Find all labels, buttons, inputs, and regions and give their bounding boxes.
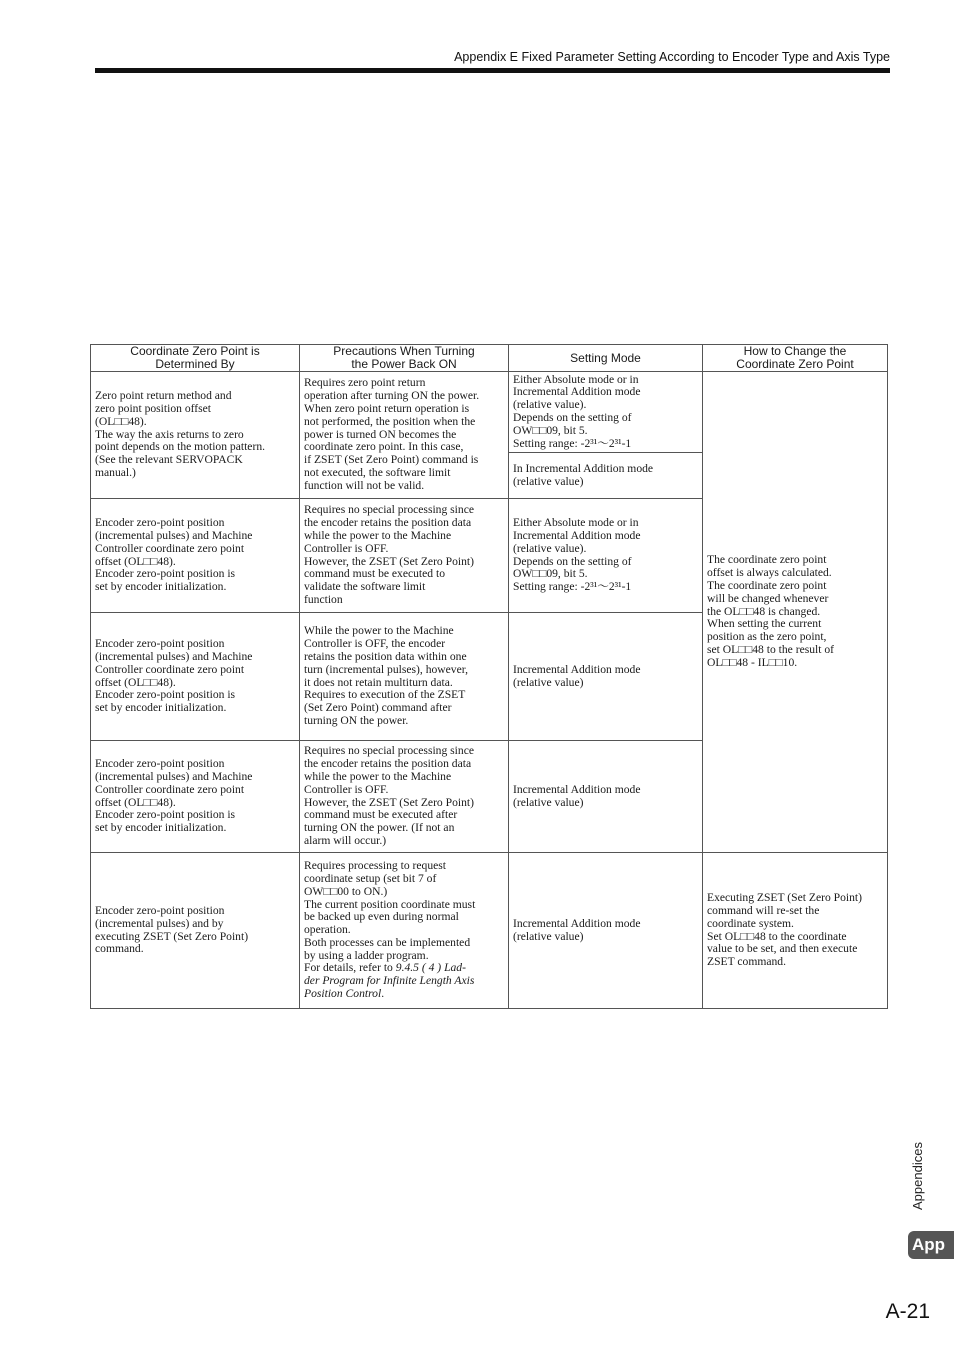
section-reference: 9.4.5 ( 4 ) Lad- der Program for Infinite Length Axis Position Control bbox=[304, 961, 475, 1001]
setting-mode-cell: Either Absolute mode or in Incremental Addition mode (relative value). Depends on the setting of OW□□09, bit 5. Setting range: -2³¹～2³¹-1 bbox=[509, 499, 703, 613]
precautions-cell: Requires no special processing since the encoder retains the position data while the power to the Machine Controller is OFF. However, the ZSET (Set Zero Point) command must be executed to validate the software limit function bbox=[300, 499, 509, 613]
column-header-setting-mode: Setting Mode bbox=[509, 345, 703, 372]
zero-point-table bbox=[90, 344, 888, 1009]
precautions-cell: While the power to the Machine Controller is OFF, the encoder retains the position data within one turn (incremental pulses), however, it does not retain multiturn data. Requires to execution of the ZSET (Set Zero Point) command after turning ON the power. bbox=[300, 613, 509, 741]
how-to-change-cell: Executing ZSET (Set Zero Point) command will re-set the coordinate system. Set OL□□48 to the coordinate value to be set, and then execute ZSET command. bbox=[703, 853, 888, 1009]
how-to-change-cell: The coordinate zero point offset is always calculated. The coordinate zero point will be changed whenever the OL□□48 is changed. When setting the current position as the zero point, set OL□□48 to the result of OL□□48 - IL□□10. bbox=[703, 372, 888, 853]
precautions-cell: Requires no special processing since the encoder retains the position data while the power to the Machine Controller is OFF. However, the ZSET (Set Zero Point) command must be executed after turning ON the power. (If not an alarm will occur.) bbox=[300, 741, 509, 853]
determined-by-cell: Encoder zero-point position (incremental pulses) and Machine Controller coordinate zero point offset (OL□□48). Encoder zero-point position is set by encoder initialization. bbox=[91, 499, 300, 613]
column-header-how-to-change: How to Change the Coordinate Zero Point bbox=[703, 345, 888, 372]
precautions-cell bbox=[300, 853, 509, 1009]
column-header-determined-by: Coordinate Zero Point is Determined By bbox=[91, 345, 300, 372]
table-header-row bbox=[91, 345, 888, 372]
table-row bbox=[91, 853, 888, 1009]
determined-by-cell: Encoder zero-point position (incremental pulses) and Machine Controller coordinate zero point offset (OL□□48). Encoder zero-point position is set by encoder initialization. bbox=[91, 613, 300, 741]
determined-by-cell: Encoder zero-point position (incremental pulses) and by executing ZSET (Set Zero Point) command. bbox=[91, 853, 300, 1009]
setting-mode-cell: Incremental Addition mode (relative value) bbox=[509, 613, 703, 741]
setting-mode-cell: In Incremental Addition mode (relative value) bbox=[509, 453, 703, 499]
precautions-end: . bbox=[381, 987, 385, 1001]
running-header: Appendix E Fixed Parameter Setting According to Encoder Type and Axis Type bbox=[454, 50, 890, 64]
setting-mode-cell: Incremental Addition mode (relative value) bbox=[509, 853, 703, 1009]
header-rule bbox=[95, 68, 890, 73]
column-header-precautions: Precautions When Turning the Power Back ON bbox=[300, 345, 509, 372]
app-tab: App bbox=[908, 1231, 954, 1259]
page-number: A-21 bbox=[885, 1300, 930, 1323]
precautions-cell: Requires zero point return operation after turning ON the power. When zero point return operation is not performed, the position when the power is turned ON becomes the coordinate zero point. In this case, if ZSET (Set Zero Point) command is not executed, the software limit function will not be valid. bbox=[300, 372, 509, 499]
table-row bbox=[91, 372, 888, 453]
determined-by-cell: Encoder zero-point position (incremental pulses) and Machine Controller coordinate zero point offset (OL□□48). Encoder zero-point position is set by encoder initialization. bbox=[91, 741, 300, 853]
determined-by-cell: Zero point return method and zero point position offset (OL□□48). The way the axis returns to zero point depends on the motion pattern. (See the relevant SERVOPACK manual.) bbox=[91, 372, 300, 499]
setting-mode-cell: Either Absolute mode or in Incremental Addition mode (relative value). Depends on the setting of OW□□09, bit 5. Setting range: -2³¹～2³¹-1 bbox=[509, 372, 703, 453]
precautions-text: Requires processing to request coordinate setup (set bit 7 of OW□□00 to ON.) The current position coordinate must be backed up even during normal operation. Both processes can be implemented by using a ladder program. For details, refer to bbox=[304, 859, 476, 975]
setting-mode-cell: Incremental Addition mode (relative value) bbox=[509, 741, 703, 853]
side-section-label: Appendices bbox=[910, 1142, 925, 1210]
